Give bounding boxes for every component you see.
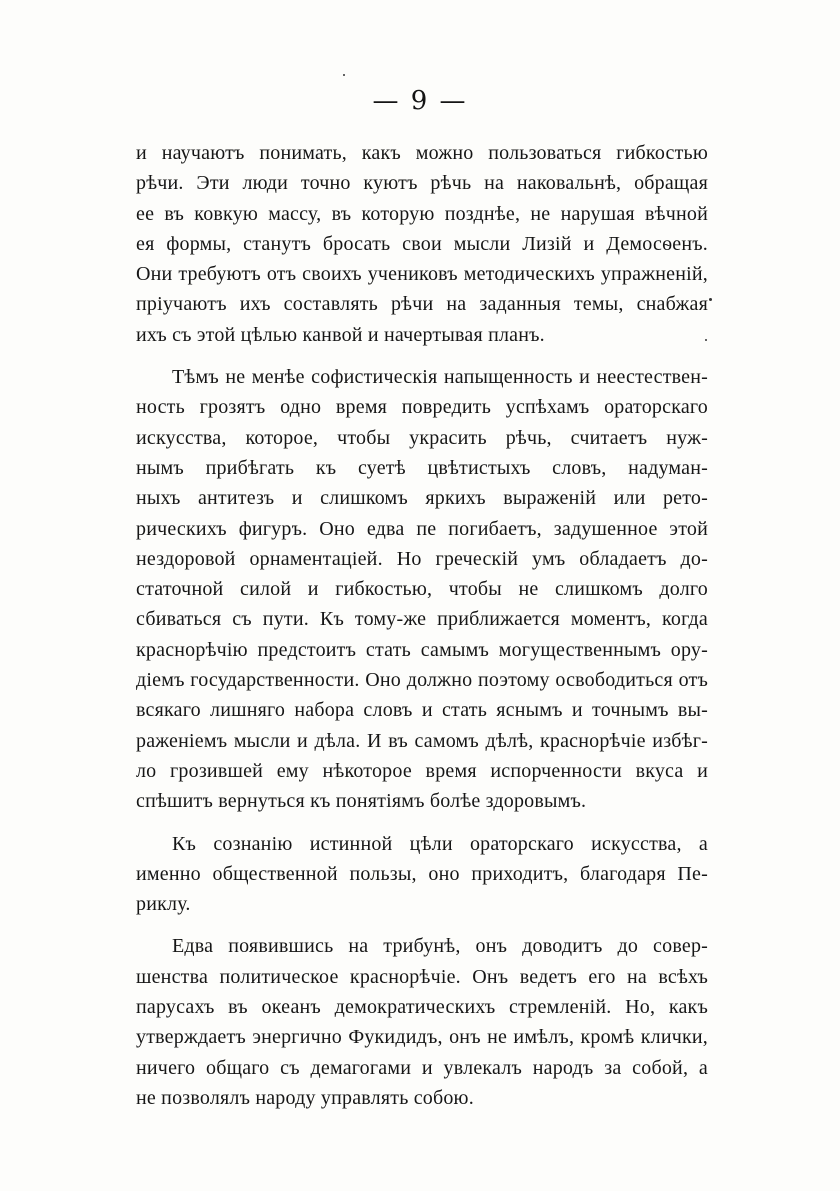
text-line: рическихъ фигуръ. Оно едва пе погибаетъ, задушенное этой: [136, 517, 708, 540]
text-line: Тѣмъ не менѣе софистическія напыщенность и неестествен-: [172, 366, 708, 389]
text-line: нымъ прибѣгать къ суетѣ цвѣтистыхъ словъ, надуман-: [136, 456, 708, 479]
text-line: ныхъ антитезъ и слишкомъ яркихъ выраженій или рето-: [136, 487, 708, 510]
text-line: искусства, которое, чтобы украсить рѣчь, считаетъ нуж-: [136, 426, 708, 449]
text-line: рѣчи. Эти люди точно куютъ рѣчь на наковальнѣ, обращая: [136, 172, 708, 195]
text-line: нездоровой орнаментаціей. Но греческій умъ обладаетъ до-: [136, 547, 708, 570]
print-speck: [343, 74, 345, 76]
print-speck: [709, 298, 712, 301]
text-line: статочной силой и гибкостью, чтобы не слишкомъ долго: [136, 578, 708, 601]
paragraph: [136, 931, 708, 1113]
text-line: всякаго лишняго набора словъ и стать яснымъ и точнымъ вы-: [136, 699, 708, 722]
text-line: Они требуютъ отъ своихъ учениковъ методическихъ упражненій,: [136, 263, 708, 286]
text-line: ничего общаго съ демагогами и увлекалъ народъ за собой, а: [136, 1056, 708, 1079]
text-line: именно общественной пользы, оно приходитъ, благодаря Пе-: [136, 862, 708, 885]
text-line: ло грозившей ему нѣкоторое время испорченности вкуса и: [136, 759, 708, 782]
text-line: раженіемъ мысли и дѣла. И въ самомъ дѣлѣ, краснорѣчіе избѣг-: [136, 729, 708, 752]
text-line: ность грозятъ одно время повредить успѣхамъ ораторскаго: [136, 396, 708, 419]
text-line: ее въ ковкую массу, въ которую позднѣе, не нарушая вѣчной: [136, 202, 708, 225]
text-line: діемъ государственности. Оно должно поэтому освободиться отъ: [136, 669, 708, 692]
text-line: ея формы, станутъ бросать свои мысли Лизій и Демосѳенъ.: [136, 232, 708, 255]
paragraph: [136, 138, 708, 350]
text-line: ихъ съ этой цѣлью канвой и начертывая планъ.: [136, 323, 545, 346]
paragraph: [136, 829, 708, 920]
text-line: Едва появившись на трибунѣ, онъ доводитъ до совер-: [172, 935, 708, 958]
text-line: и научаютъ понимать, какъ можно пользоваться гибкостью: [136, 142, 708, 164]
text-line: риклу.: [136, 893, 191, 916]
text-line: краснорѣчію предстоитъ стать самымъ могущественнымъ ору-: [136, 638, 708, 661]
paragraph: [136, 362, 708, 816]
text-line: шенства политическое краснорѣчіе. Онъ ведетъ его на всѣхъ: [136, 965, 708, 988]
body-text: [136, 138, 708, 1125]
page-number: — 9 —: [372, 86, 468, 116]
text-line: пріучаютъ ихъ составлять рѣчи на заданныя темы, снабжая: [136, 293, 708, 316]
text-line: утверждаетъ энергично Фукидидъ, онъ не имѣлъ, кромѣ клички,: [136, 1026, 708, 1049]
text-line: Къ сознанію истинной цѣли ораторскаго искусства, а: [172, 832, 708, 855]
text-line: сбиваться съ пути. Къ тому-же приближается моментъ, когда: [136, 608, 708, 631]
text-line: спѣшитъ вернуться къ понятіямъ болѣе здоровымъ.: [136, 790, 587, 813]
text-line: не позволялъ народу управлять собою.: [136, 1086, 474, 1109]
text-line: парусахъ въ океанъ демократическихъ стремленій. Но, какъ: [136, 996, 708, 1019]
